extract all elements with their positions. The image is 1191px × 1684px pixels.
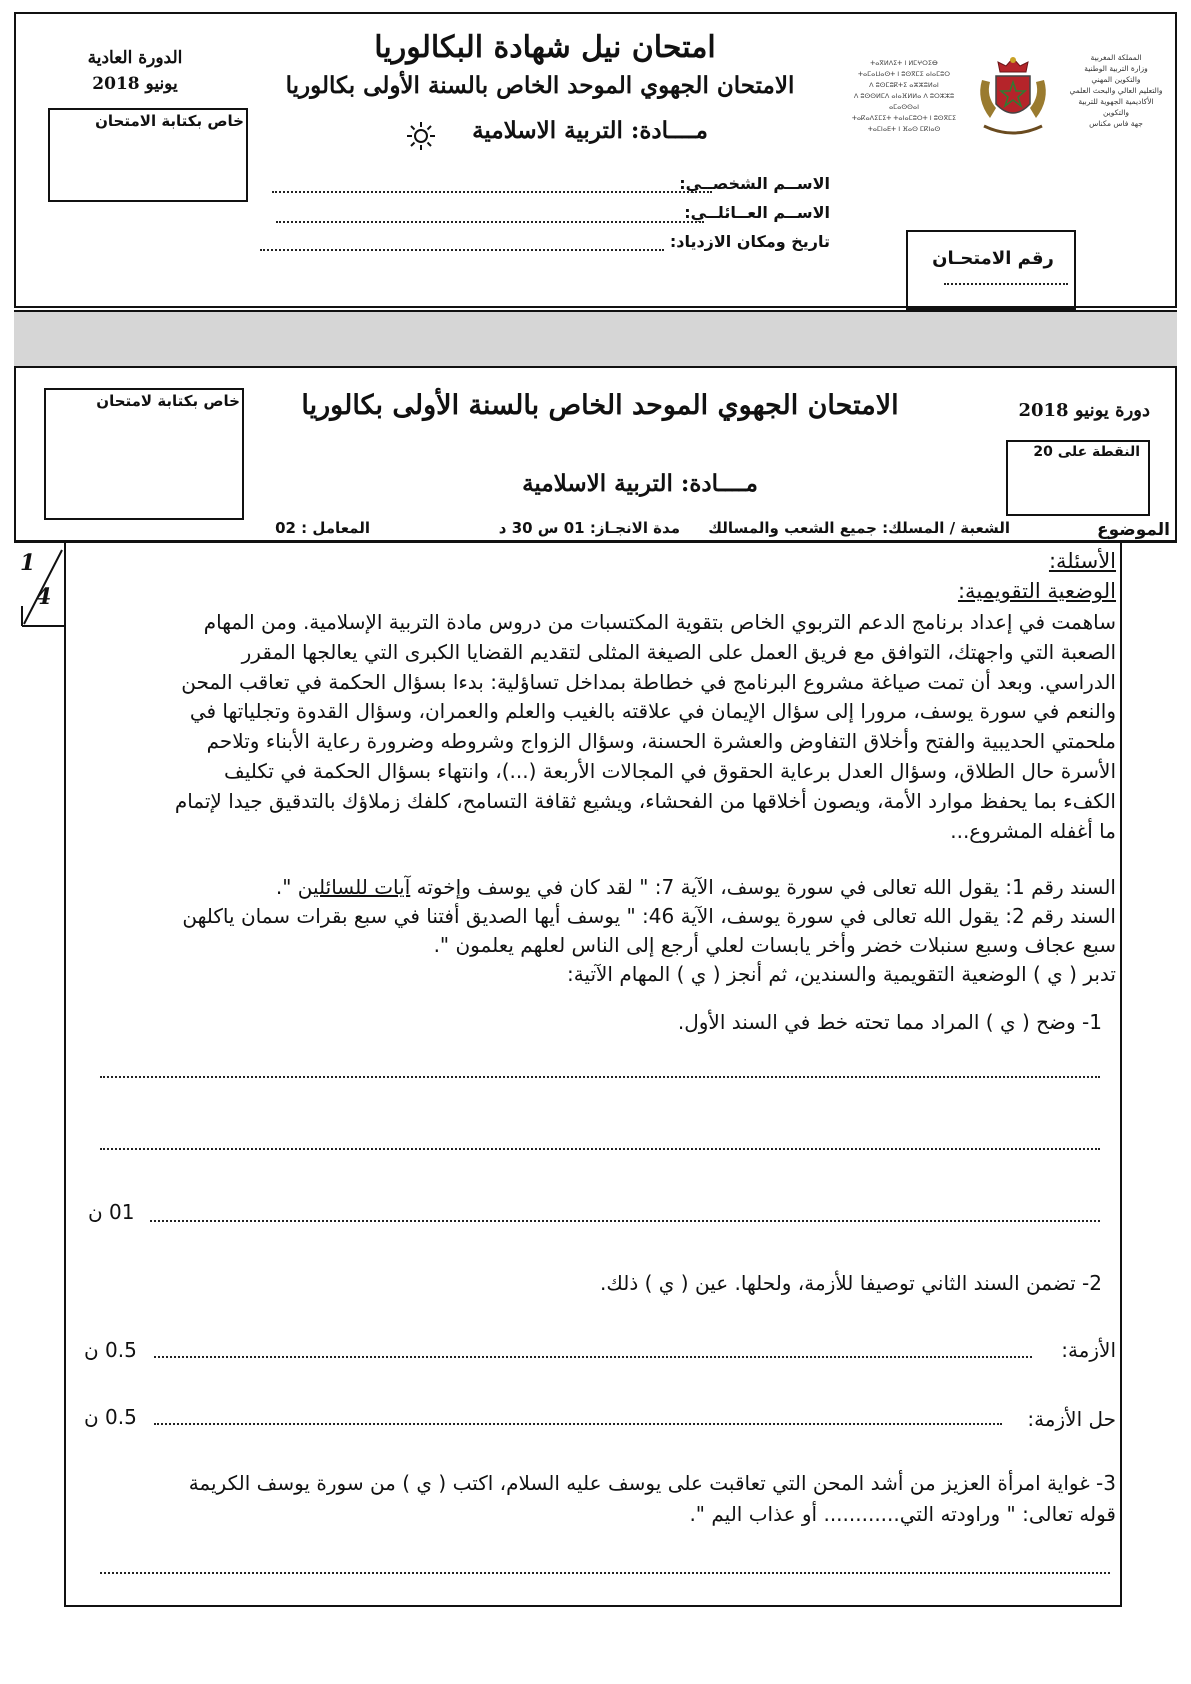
gray-separator-band (14, 310, 1177, 368)
subheader-session: دورة يونيو 2018 (1018, 400, 1150, 421)
crisis-answer-line[interactable] (154, 1356, 1032, 1358)
grade-box-label: النقطة على 20 (1033, 444, 1140, 460)
exam-admin-box-label: خاص بكتابة الامتحان (95, 112, 244, 130)
exam-number-box (906, 230, 1076, 310)
admin-box-label: خاص بكتابة لامتحان (96, 392, 240, 410)
birth-field[interactable] (260, 249, 664, 251)
question-1: 1- وضح ( ي ) المراد مما تحته خط في السند الأول. (677, 1010, 1102, 1034)
paragraph-line: ملحمتي الحديبية والفتح وأخلاق التفاوض والعشرة الحسنة، وسؤال الزواج وشروطه وضرورة رعاية الأبناء وتلاحم (206, 729, 1116, 754)
answer-line-q1-b[interactable] (100, 1148, 1100, 1150)
page-total: 4 (36, 584, 52, 610)
ministry-text: المملكة المغربية وزارة التربية الوطنية والتكوين المهني والتعليم العالي والبحث العلمي الأكاديمية الجهوية للتربية والتكوين جهة فاس مكناس (1069, 53, 1163, 128)
coat-of-arms-icon (972, 52, 1054, 142)
subject-title: مــــادة: التربية الاسلامية (472, 117, 708, 144)
questions-heading: الأسئلة: (1048, 549, 1116, 573)
first-name-label: الاســم الشخصــي: (679, 174, 830, 193)
exam-number-field[interactable] (944, 283, 1068, 285)
content-bottom-border (64, 1605, 1122, 1607)
subheader-subject: مــــادة: التربية الاسلامية (522, 470, 758, 497)
answer-line-q1-c[interactable] (150, 1220, 1100, 1222)
content-right-border (1120, 543, 1122, 1606)
paragraph-line: الأسرة حال الطلاق، وسؤال العدل برعاية الحقوق في المجالات الأربعة (...)، وانتهاء بسؤال الحكمة في تكليف (224, 758, 1116, 783)
source-2-line-1: السند رقم 2: يقول الله تعالى في سورة يوسف، الآية 46: " يوسف أيها الصديق أفتنا في سبع بقرات سمان ياكلهن (182, 904, 1116, 928)
crisis-points: 0.5 ن (84, 1338, 137, 1362)
tifinagh-text: ⵜⴰⴳⵍⴷⵉⵜ ⵏ ⵍⵎⵖⵔⵉⴱ ⵜⴰⵎⴰⵡⴰⵙⵜ ⵏ ⵓⵙⴳⵎⵉ ⴰⵏⴰⵎⵓⵔ ⴷ ⵓⵙⵎⵓⴽⵜⵉ ⴰⵣⵣⵓⵍⴰⵏ ⴷ ⵓⵙⵙⵍⵎⴷ ⴰⵏⴰⴼⵍⵍⴰ ⴷ ⵓⵔⵣⵣⵓ ⴰⵎⴰⵙⵙⴰⵏ ⵜⴰⴽⴰⴷⵉⵎⵉⵜ ⵜⴰⵏⴰⵎⵓⵔⵜ ⵏ ⵓⵙⴳⵎⵉ ⵜⴰⵎⵏⴰⴹⵜ ⵏ ⴼⴰⵙ ⵎⴽⵏⴰⵙ (851, 59, 957, 133)
source-1 (72, 873, 1116, 903)
session-date: يونيو 2018 (92, 74, 178, 94)
question-2: 2- تضمن السند الثاني توصيفا للأزمة، ولحلها. عين ( ي ) ذلك. (600, 1271, 1102, 1295)
paragraph-line: الدراسي. وبعد أن تمت صياغة مشروع البرنامج في خطاطة بمداخل تساؤلية: بدءا بسؤال الحكمة في تعاقب المحن (181, 669, 1116, 694)
birth-label: تاريخ ومكان الازدياد: (669, 232, 830, 251)
situation-heading: الوضعية التقويمية: (957, 579, 1116, 603)
answer-line-q1-a[interactable] (100, 1076, 1100, 1078)
info-row-rule (14, 541, 1177, 543)
question-3-line-1: 3- غواية امرأة العزيز من أشد المحن التي تعاقبت على يوسف عليه السلام، اكتب ( ي ) من سورة يوسف الكريمة (188, 1471, 1116, 1495)
instruction: تدبر ( ي ) الوضعية التقويمية والسندين، ثم أنجز ( ي ) المهام الآتية: (566, 962, 1116, 986)
topic-label: الموضوع (1097, 520, 1170, 540)
last-name-field[interactable] (276, 221, 704, 223)
solution-answer-line[interactable] (154, 1423, 1002, 1425)
coefficient-info: المعامل : 02 (275, 519, 370, 537)
paragraph-line: والنعم في سورة يوسف، مرورا إلى سؤال الإيمان في علاقته بالغيب والعلم والعمران، وسؤال القدوة وتجلياتها في (189, 699, 1116, 724)
branch-info: الشعبة / المسلك: جميع الشعب والمسالك (708, 519, 1010, 537)
answer-line-q3[interactable] (100, 1572, 1110, 1574)
paragraph-line: ساهمت في إعداد برنامج الدعم التربوي الخاص بتقوية المكتسبات من دروس مادة التربية الإسلامية. ومن المهام (203, 610, 1116, 634)
session-label: الدورة العادية (87, 48, 183, 68)
solution-points: 0.5 ن (84, 1405, 137, 1429)
page-number: 1 (20, 550, 36, 576)
duration-info: مدة الانجـاز: 01 س 30 د (498, 519, 680, 537)
paragraph-line: الكفء بما يحفظ موارد الأمة، ويصون أخلاقها من الفحشاء، ويشيع ثقافة التسامح، كلفك زملاؤك بالتدقيق جيدا لإتمام (174, 788, 1116, 813)
source-1-end: ". (275, 875, 298, 899)
sun-icon (406, 121, 436, 151)
q1-points: 01 ن (88, 1200, 135, 1224)
question-3-line-2: قوله تعالى: " وراودته التي............ أو عذاب اليم ". (689, 1502, 1116, 1526)
main-title: امتحان نيل شهادة البكالوريا (374, 30, 716, 65)
first-name-field[interactable] (272, 191, 712, 193)
paragraph-line: الصعبة التي واجهتك، التوافق مع فريق العمل على الصيغة المثلى لتقديم القضايا الكبرى التي يعالجها المقرر (241, 639, 1116, 664)
source-2-line-2: سبع عجاف وسبع سنبلات خضر وأخر يابسات لعلي أرجع إلى الناس لعلهم يعلمون ". (433, 933, 1116, 957)
last-name-label: الاســم العــائلــي: (684, 203, 830, 222)
sub-title: الامتحان الجهوي الموحد الخاص بالسنة الأولى بكالوريا (285, 72, 795, 99)
paragraph-line: ما أغفله المشروع... (950, 818, 1116, 843)
situation-paragraph (72, 608, 1116, 846)
exam-number-label: رقم الامتحـان (932, 248, 1054, 269)
content-left-border (64, 543, 66, 1606)
solution-label: حل الأزمة: (1027, 1407, 1116, 1431)
crisis-label: الأزمة: (1061, 1338, 1116, 1362)
subheader-title: الامتحان الجهوي الموحد الخاص بالسنة الأولى بكالوريا (301, 390, 899, 421)
source-1-text: السند رقم 1: يقول الله تعالى في سورة يوسف، الآية 7: " لقد كان في يوسف وإخوته (410, 875, 1116, 899)
source-1-underlined: آيات للسائلين (297, 875, 411, 899)
